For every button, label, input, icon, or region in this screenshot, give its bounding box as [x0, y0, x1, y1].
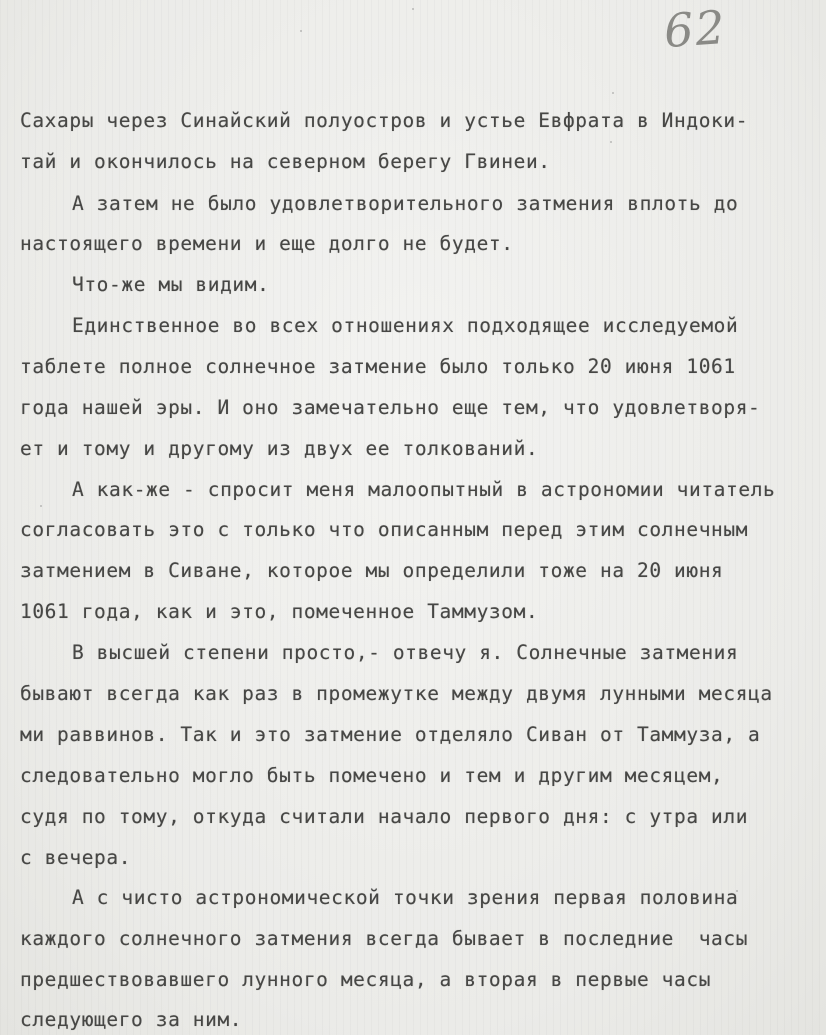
- text-line: Что-же мы видим.: [72, 273, 270, 296]
- paper-speck: [40, 505, 42, 507]
- text-line: следующего за ним.: [20, 1008, 243, 1031]
- text-line: А затем не было удовлетворительного затмения вплоть до: [72, 192, 739, 215]
- text-line: года нашей эры. И оно замечательно еще тем, что удовлетворя-: [20, 396, 761, 419]
- paper-speck: [300, 30, 302, 32]
- text-line: следовательно могло быть помечено и тем и другим месяцем,: [20, 764, 724, 787]
- text-line: с вечера.: [20, 846, 132, 869]
- paper-speck: [612, 92, 614, 94]
- text-line: ет и тому и другому из двух ее толкований.: [20, 437, 539, 460]
- paper-speck: [610, 141, 612, 143]
- text-line: судя по тому, откуда считали начало первого дня: с утра или: [20, 805, 749, 828]
- text-line: согласовать это с только что описанным перед этим солнечным: [20, 518, 749, 541]
- text-line: Сахары через Синайский полуостров и устье Евфрата в Индоки-: [20, 109, 749, 132]
- text-line: 1061 года, как и это, помеченное Таммузом.: [20, 600, 539, 623]
- text-line: затмением в Сиване, которое мы определили тоже на 20 июня: [20, 559, 724, 582]
- text-line: Единственное во всех отношениях подходящее исследуемой: [72, 314, 739, 337]
- text-line: каждого солнечного затмения всегда бывает в последние часы: [20, 927, 749, 950]
- page-number: 62: [662, 0, 729, 59]
- text-line: бывают всегда как раз в промежутке между двумя лунными месяца: [20, 682, 773, 705]
- paper-speck: [736, 890, 738, 892]
- text-line: настоящего времени и еще долго не будет.: [20, 232, 514, 255]
- text-line: В высшей степени просто,- отвечу я. Солнечные затмения: [72, 641, 739, 664]
- text-line: предшествовавшего лунного месяца, а вторая в первые часы: [20, 968, 712, 991]
- text-line: тай и окончилось на северном берегу Гвинеи.: [20, 150, 551, 173]
- paper-speck: [412, 8, 414, 10]
- text-line: таблете полное солнечное затмение было только 20 июня 1061: [20, 355, 736, 378]
- text-line: ми раввинов. Так и это затмение отделяло Сиван от Таммуза, а: [20, 723, 761, 746]
- text-line: А с чисто астрономической точки зрения первая половина: [72, 886, 739, 909]
- text-line: А как-же - спросит меня малоопытный в астрономии читатель: [72, 478, 776, 501]
